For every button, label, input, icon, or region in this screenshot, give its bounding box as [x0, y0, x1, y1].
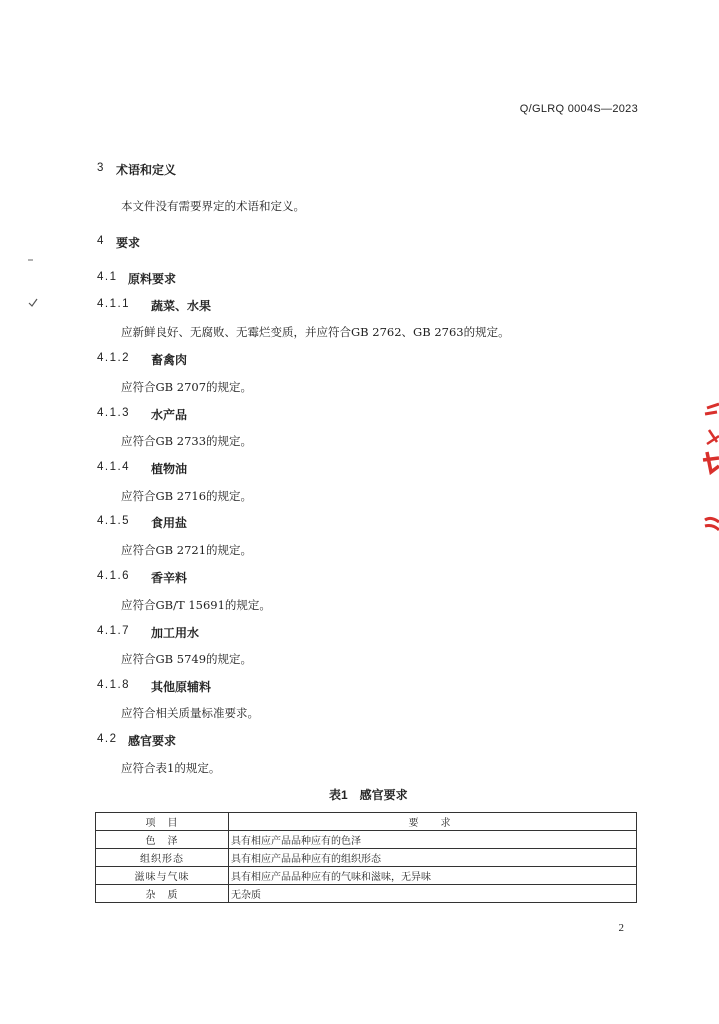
table-cell-item: 组织形态 [96, 849, 229, 867]
column-header: 项 目 [96, 813, 229, 831]
sensory-requirements-table [95, 812, 637, 903]
section-text: 应符合相关质量标准要求。 [121, 706, 259, 720]
section-number: 4 [97, 235, 105, 247]
section-text: 应符合GB 2716的规定。 [121, 489, 253, 503]
section-number: 4.1.7 [97, 625, 131, 637]
table-cell-item: 滋味与气味 [96, 867, 229, 885]
section-text: 应新鲜良好、无腐败、无霉烂变质，并应符合GB 2762、GB 2763的规定。 [121, 325, 510, 339]
table-cell-requirement: 具有相应产品品种应有的组织形态 [229, 849, 637, 867]
document-id: Q/GLRQ 0004S—2023 [519, 103, 638, 115]
table-row [96, 849, 637, 867]
section-number: 4.1.4 [97, 461, 131, 473]
seal-stamp-fragment [697, 400, 719, 550]
section-number: 4.1 [97, 271, 118, 283]
table-cell-requirement: 具有相应产品品种应有的气味和滋味，无异味 [229, 867, 637, 885]
section-text: 应符合GB 2721的规定。 [121, 543, 253, 557]
section-number: 3 [97, 162, 105, 174]
scan-mark [28, 258, 34, 262]
check-mark-icon [28, 298, 38, 308]
section-text: 本文件没有需要界定的术语和定义。 [121, 199, 305, 213]
section-title: 植物油 [151, 462, 188, 476]
section-title: 水产品 [151, 408, 188, 422]
section-title: 原料要求 [128, 272, 177, 286]
section-title: 食用盐 [151, 516, 188, 530]
section-title: 要求 [116, 236, 141, 250]
table-header-row [96, 813, 637, 831]
table-cell-item: 色 泽 [96, 831, 229, 849]
table-row [96, 831, 637, 849]
section-text: 应符合GB 5749的规定。 [121, 652, 253, 666]
section-text: 应符合表1的规定。 [121, 761, 221, 775]
section-text: 应符合GB 2733的规定。 [121, 434, 253, 448]
section-title: 加工用水 [151, 626, 200, 640]
page-number: 2 [618, 922, 624, 934]
section-title: 香辛料 [151, 571, 188, 585]
table-cell-requirement: 具有相应产品品种应有的色泽 [229, 831, 637, 849]
section-number: 4.1.5 [97, 515, 131, 527]
table-row [96, 885, 637, 903]
section-number: 4.1.6 [97, 570, 131, 582]
section-text: 应符合GB/T 15691的规定。 [121, 598, 271, 612]
table-cell-requirement: 无杂质 [229, 885, 637, 903]
section-title: 其他原辅料 [151, 680, 212, 694]
section-title: 术语和定义 [116, 163, 177, 177]
section-number: 4.1.1 [97, 298, 131, 310]
section-text: 应符合GB 2707的规定。 [121, 380, 253, 394]
table-row [96, 867, 637, 885]
section-number: 4.1.3 [97, 407, 131, 419]
section-number: 4.2 [97, 733, 118, 745]
section-title: 畜禽肉 [151, 353, 188, 367]
column-header: 要 求 [229, 813, 637, 831]
section-number: 4.1.2 [97, 352, 131, 364]
section-title: 蔬菜、水果 [151, 299, 212, 313]
section-title: 感官要求 [128, 734, 177, 748]
table-cell-item: 杂 质 [96, 885, 229, 903]
table-caption: 表1 感官要求 [329, 788, 408, 802]
section-number: 4.1.8 [97, 679, 131, 691]
